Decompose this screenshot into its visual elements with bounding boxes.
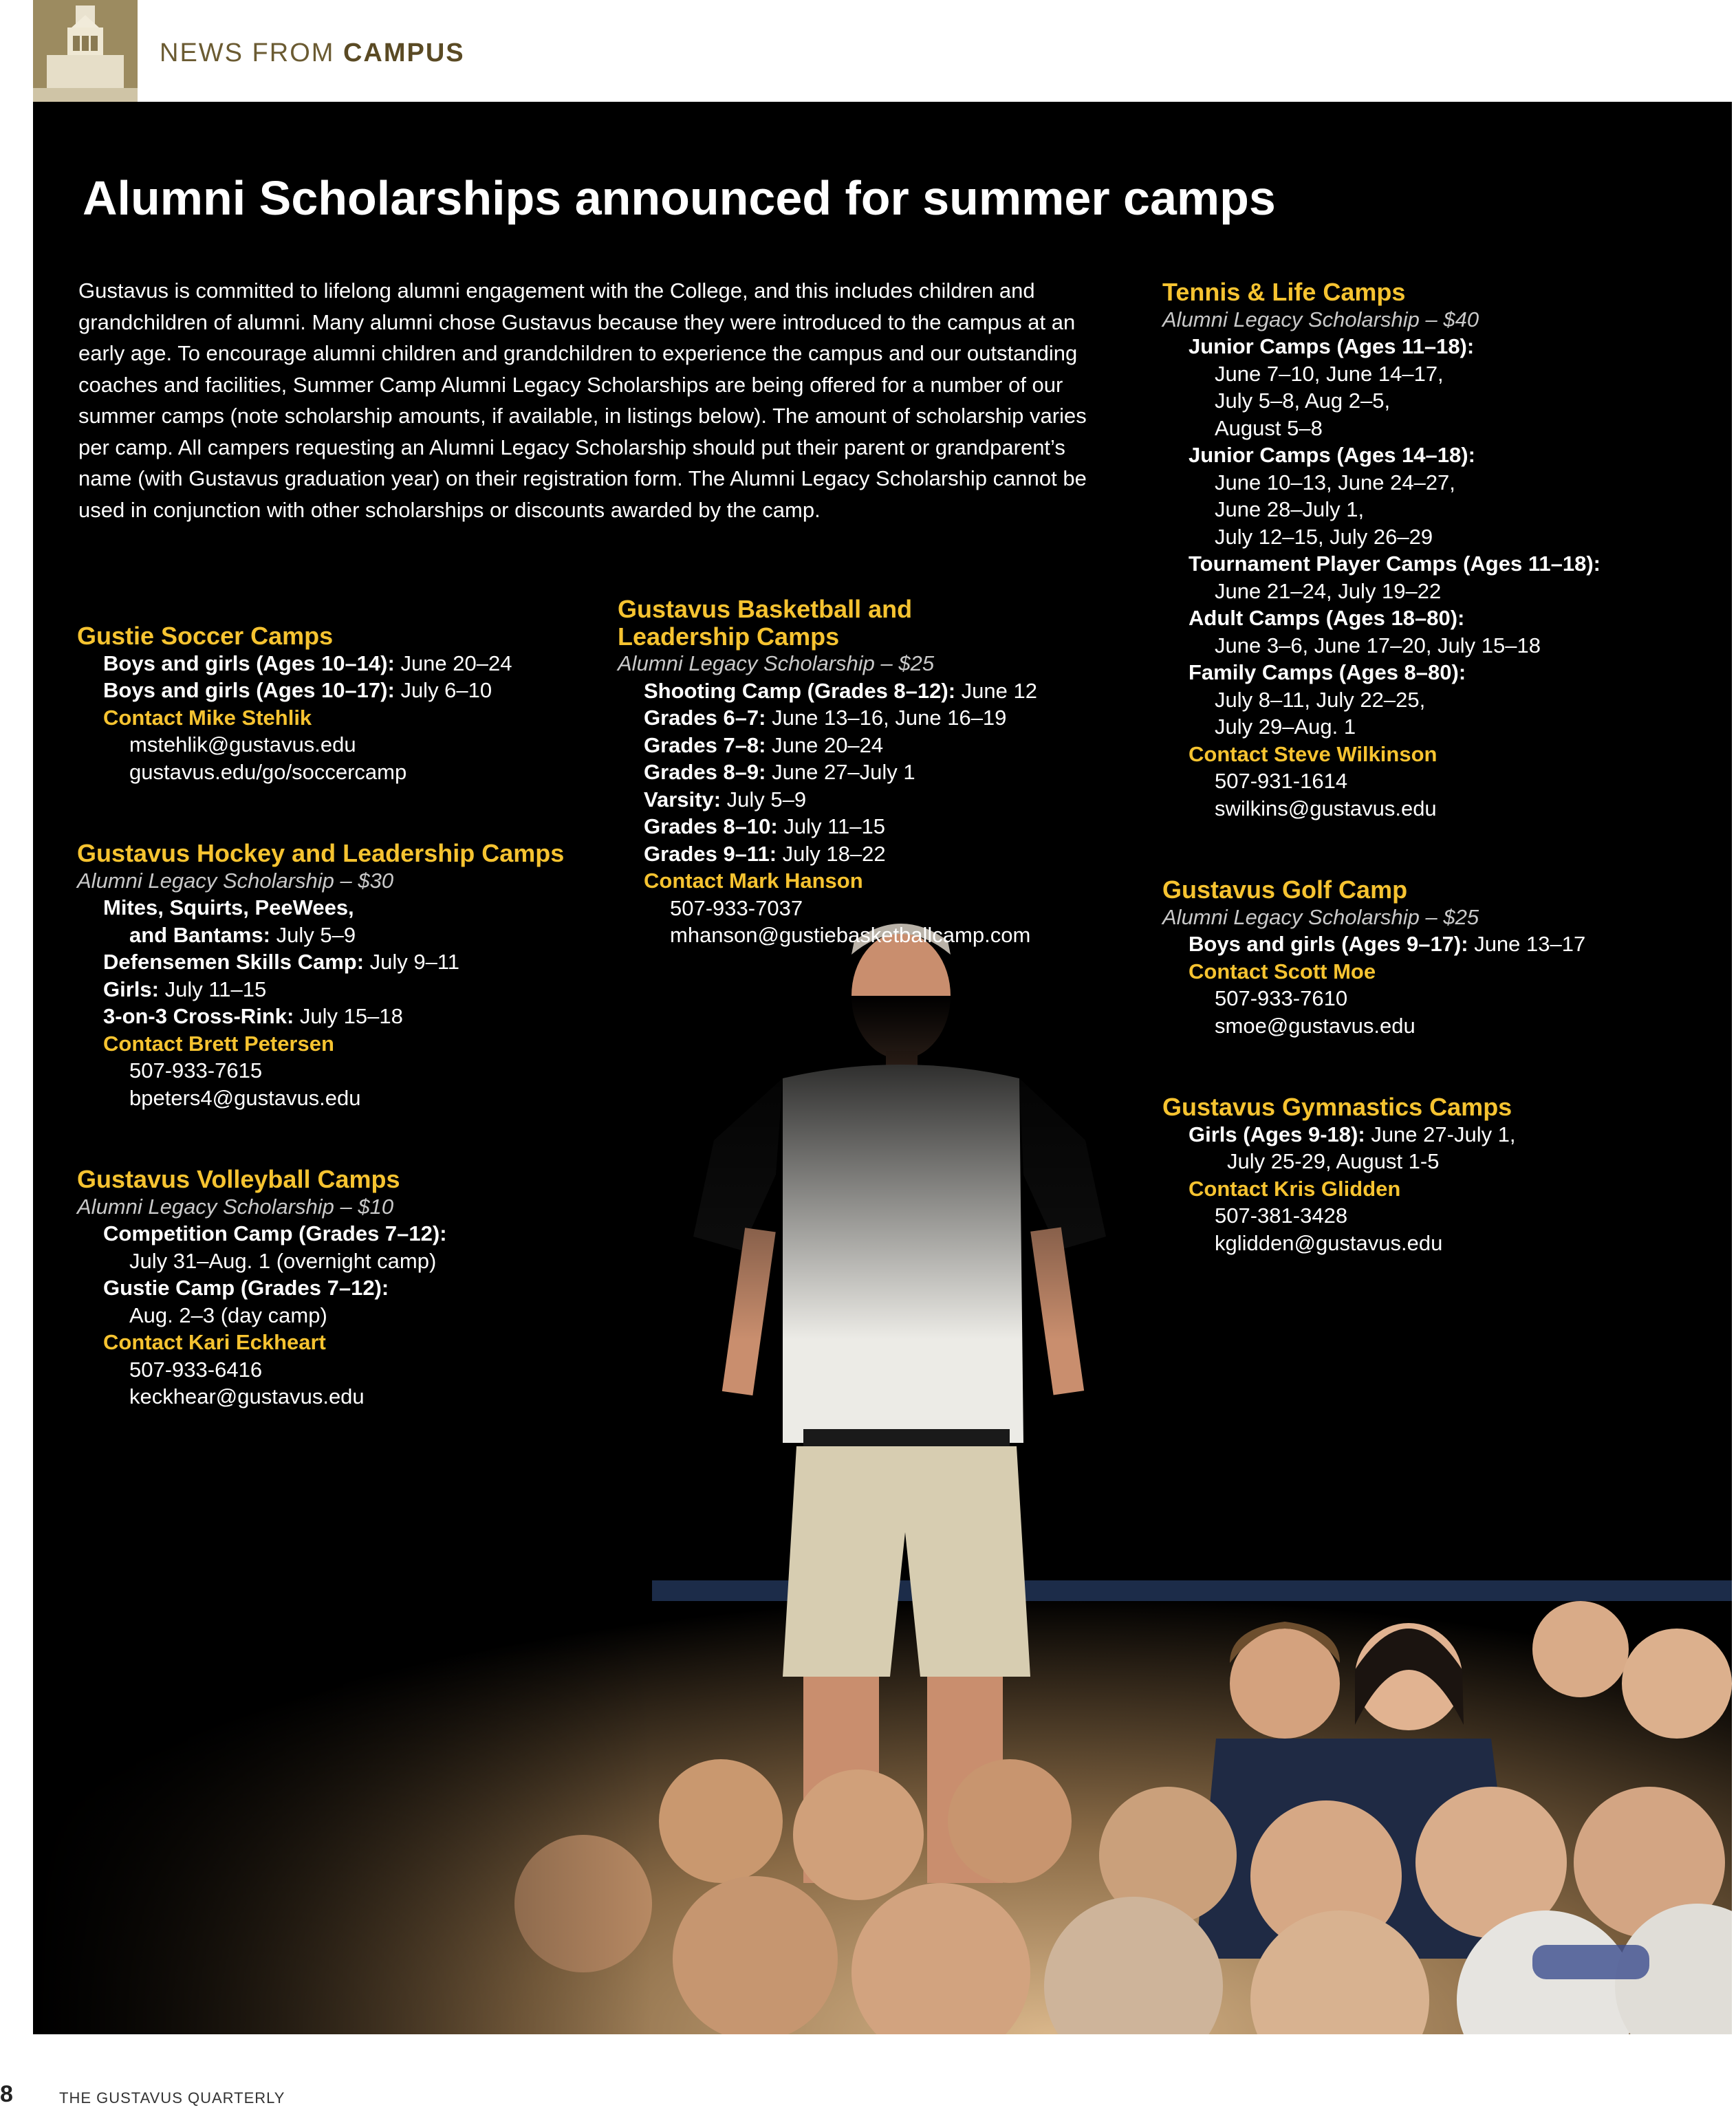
camp-session xyxy=(1162,605,1713,632)
camp-session xyxy=(77,976,614,1003)
camp-session xyxy=(77,948,614,976)
tennis-camp-listing xyxy=(1162,279,1713,822)
contact-phone: 507-381-3428 xyxy=(1215,1204,1348,1228)
session-label: and Bantams: xyxy=(129,922,270,947)
session-dates: June 13–16, June 16–19 xyxy=(766,706,1007,730)
camp-session xyxy=(1162,550,1713,578)
session-dates: June 13–17 xyxy=(1468,932,1586,956)
session-dates: July 15–18 xyxy=(294,1004,403,1028)
session-label: Boys and girls (Ages 9–17): xyxy=(1189,932,1468,956)
session-dates: Aug. 2–3 (day camp) xyxy=(129,1303,327,1327)
session-label: 3-on-3 Cross-Rink: xyxy=(103,1004,294,1028)
contact-name: Contact Mike Stehlik xyxy=(103,705,312,730)
camp-title: Gustavus Basketball and xyxy=(618,595,913,623)
column-right xyxy=(1162,279,1713,1256)
session-label: Grades 6–7: xyxy=(644,706,766,730)
session-label: Tournament Player Camps (Ages 11–18): xyxy=(1189,552,1601,576)
session-label: Boys and girls (Ages 10–14): xyxy=(103,651,395,675)
contact-email[interactable]: kglidden@gustavus.edu xyxy=(1215,1230,1443,1255)
publication-name: THE GUSTAVUS QUARTERLY xyxy=(59,2089,285,2106)
session-label: Junior Camps (Ages 11–18): xyxy=(1189,334,1475,358)
contact-phone: 507-933-7610 xyxy=(1215,986,1348,1010)
contact-name: Contact Mark Hanson xyxy=(644,869,863,893)
contact-email[interactable]: bpeters4@gustavus.edu xyxy=(129,1085,361,1110)
camp-session xyxy=(618,786,1168,814)
camp-session xyxy=(618,677,1168,705)
session-dates: June 21–24, July 19–22 xyxy=(1215,578,1442,603)
session-dates: July 29–Aug. 1 xyxy=(1215,715,1356,739)
camp-session xyxy=(618,813,1168,840)
camp-session xyxy=(618,732,1168,759)
camp-title: Tennis & Life Camps xyxy=(1162,278,1406,306)
camp-session xyxy=(77,1003,614,1030)
session-dates: July 25-29, August 1-5 xyxy=(1227,1149,1440,1173)
camp-session xyxy=(618,840,1168,868)
contact-email[interactable]: keckhear@gustavus.edu xyxy=(129,1384,365,1408)
session-label: Grades 8–10: xyxy=(644,814,778,838)
golf-camp-listing xyxy=(1162,876,1713,1039)
session-dates: July 11–15 xyxy=(158,977,267,1001)
session-label: Adult Camps (Ages 18–80): xyxy=(1189,606,1465,630)
gymnastics-camp-listing xyxy=(1162,1093,1713,1256)
contact-name: Contact Kari Eckheart xyxy=(103,1330,326,1354)
session-dates: June 7–10, June 14–17, xyxy=(1215,361,1444,386)
session-dates: June 3–6, June 17–20, July 15–18 xyxy=(1215,633,1541,657)
contact-name: Contact Kris Glidden xyxy=(1189,1176,1401,1201)
camp-session xyxy=(77,1220,614,1248)
camp-session xyxy=(1162,442,1713,469)
contact-phone: 507-933-7615 xyxy=(129,1058,263,1082)
camp-session xyxy=(77,1274,614,1302)
campus-building-logo xyxy=(33,0,138,102)
session-label: Mites, Squirts, PeeWees, xyxy=(103,895,354,919)
scholarship-amount: Alumni Legacy Scholarship – $25 xyxy=(618,651,935,675)
session-label: Boys and girls (Ages 10–17): xyxy=(103,678,395,702)
session-label: Grades 7–8: xyxy=(644,732,766,757)
camp-session xyxy=(618,704,1168,732)
camp-session xyxy=(1162,1121,1713,1148)
contact-name: Contact Scott Moe xyxy=(1189,959,1376,983)
contact-phone: 507-933-7037 xyxy=(670,895,803,920)
session-dates: July 31–Aug. 1 (overnight camp) xyxy=(129,1248,437,1273)
session-label: Girls: xyxy=(103,977,159,1001)
scholarship-amount: Alumni Legacy Scholarship – $40 xyxy=(1162,307,1479,331)
contact-email[interactable]: mhanson@gustiebasketballcamp.com xyxy=(670,923,1031,947)
camp-title: Gustavus Golf Camp xyxy=(1162,875,1408,904)
session-dates: June 20–24 xyxy=(766,732,884,757)
session-dates: August 5–8 xyxy=(1215,415,1323,440)
session-dates: June 27-July 1, xyxy=(1365,1122,1516,1146)
session-dates: June 10–13, June 24–27, xyxy=(1215,470,1455,494)
soccer-camp-listing xyxy=(77,622,614,785)
session-label: Grades 9–11: xyxy=(644,841,777,866)
section-prefix: NEWS FROM xyxy=(160,39,343,67)
session-dates: July 8–11, July 22–25, xyxy=(1215,687,1426,712)
camp-title: Gustavus Hockey and Leadership Camps xyxy=(77,839,565,867)
volleyball-camp-listing xyxy=(77,1166,614,1411)
camp-title: Gustavus Volleyball Camps xyxy=(77,1165,400,1193)
session-dates: July 5–8, Aug 2–5, xyxy=(1215,389,1391,413)
section-bold: CAMPUS xyxy=(343,39,465,67)
section-header xyxy=(160,39,465,68)
session-dates: July 9–11 xyxy=(364,950,460,974)
contact-phone: 507-931-1614 xyxy=(1215,769,1348,793)
session-dates: July 18–22 xyxy=(777,841,886,866)
hockey-camp-listing xyxy=(77,840,614,1111)
session-dates: July 5–9 xyxy=(270,922,356,947)
session-label: Varsity: xyxy=(644,787,721,812)
session-dates: June 20–24 xyxy=(394,651,512,675)
basketball-camp-listing xyxy=(618,596,1168,949)
session-dates: June 27–July 1 xyxy=(766,760,915,784)
camp-website[interactable]: gustavus.edu/go/soccercamp xyxy=(129,759,407,784)
session-label: Shooting Camp (Grades 8–12): xyxy=(644,678,956,703)
session-dates: July 6–10 xyxy=(394,678,492,702)
session-dates: July 5–9 xyxy=(721,787,807,812)
scholarship-amount: Alumni Legacy Scholarship – $10 xyxy=(77,1194,394,1219)
session-dates: July 12–15, July 26–29 xyxy=(1215,524,1433,549)
camp-session xyxy=(77,677,614,704)
session-label: Gustie Camp (Grades 7–12): xyxy=(103,1276,389,1300)
intro-paragraph: Gustavus is committed to lifelong alumni engagement with the College, and this includes children and grandchildren of alumni. Many alumni chose Gustavus because they were introduced to the campus at an early age. To encourage alumni children and grandchildren to experience the campus and our outstanding coaches and facilities, Summer Camp Alumni Legacy Scholarships are being offered for a number of our summer camps (note scholarship amounts, if available, in listings below). The amount of scholarship varies per camp. All campers requesting an Alumni Legacy Scholarship should put their parent or grandparent’s name (with Gustavus graduation year) on their registration form. The Alumni Legacy Scholarship cannot be used in conjunction with other scholarships or discounts awarded by the camp. xyxy=(78,279,1087,522)
contact-email[interactable]: mstehlik@gustavus.edu xyxy=(129,732,356,756)
session-label: Junior Camps (Ages 14–18): xyxy=(1189,443,1475,467)
column-middle xyxy=(618,596,1168,949)
contact-email[interactable]: swilkins@gustavus.edu xyxy=(1215,796,1437,820)
camp-session xyxy=(618,759,1168,786)
contact-name: Contact Brett Petersen xyxy=(103,1031,334,1056)
page-title: Alumni Scholarships announced for summer camps xyxy=(83,171,1276,225)
page-number: 8 xyxy=(0,2081,13,2107)
camp-session xyxy=(1162,659,1713,686)
column-left xyxy=(77,622,614,1411)
camp-session xyxy=(1162,333,1713,360)
contact-email[interactable]: smoe@gustavus.edu xyxy=(1215,1013,1415,1038)
camp-session xyxy=(77,650,614,677)
session-dates: July 11–15 xyxy=(777,814,885,838)
camp-session xyxy=(77,922,614,949)
session-label: Competition Camp (Grades 7–12): xyxy=(103,1221,447,1245)
camp-title: Leadership Camps xyxy=(618,622,840,651)
session-label: Grades 8–9: xyxy=(644,760,766,784)
session-dates: June 12 xyxy=(955,678,1037,703)
contact-name: Contact Steve Wilkinson xyxy=(1189,741,1437,766)
scholarship-amount: Alumni Legacy Scholarship – $30 xyxy=(77,868,394,893)
camp-session xyxy=(77,894,614,922)
session-label: Defensemen Skills Camp: xyxy=(103,950,365,974)
session-label: Family Camps (Ages 8–80): xyxy=(1189,660,1466,684)
contact-phone: 507-933-6416 xyxy=(129,1357,263,1382)
camp-title: Gustie Soccer Camps xyxy=(77,622,334,650)
camp-title: Gustavus Gymnastics Camps xyxy=(1162,1093,1512,1121)
camp-session xyxy=(1162,930,1713,958)
session-dates: June 28–July 1, xyxy=(1215,497,1365,521)
scholarship-amount: Alumni Legacy Scholarship – $25 xyxy=(1162,904,1479,929)
session-label: Girls (Ages 9-18): xyxy=(1189,1122,1365,1146)
